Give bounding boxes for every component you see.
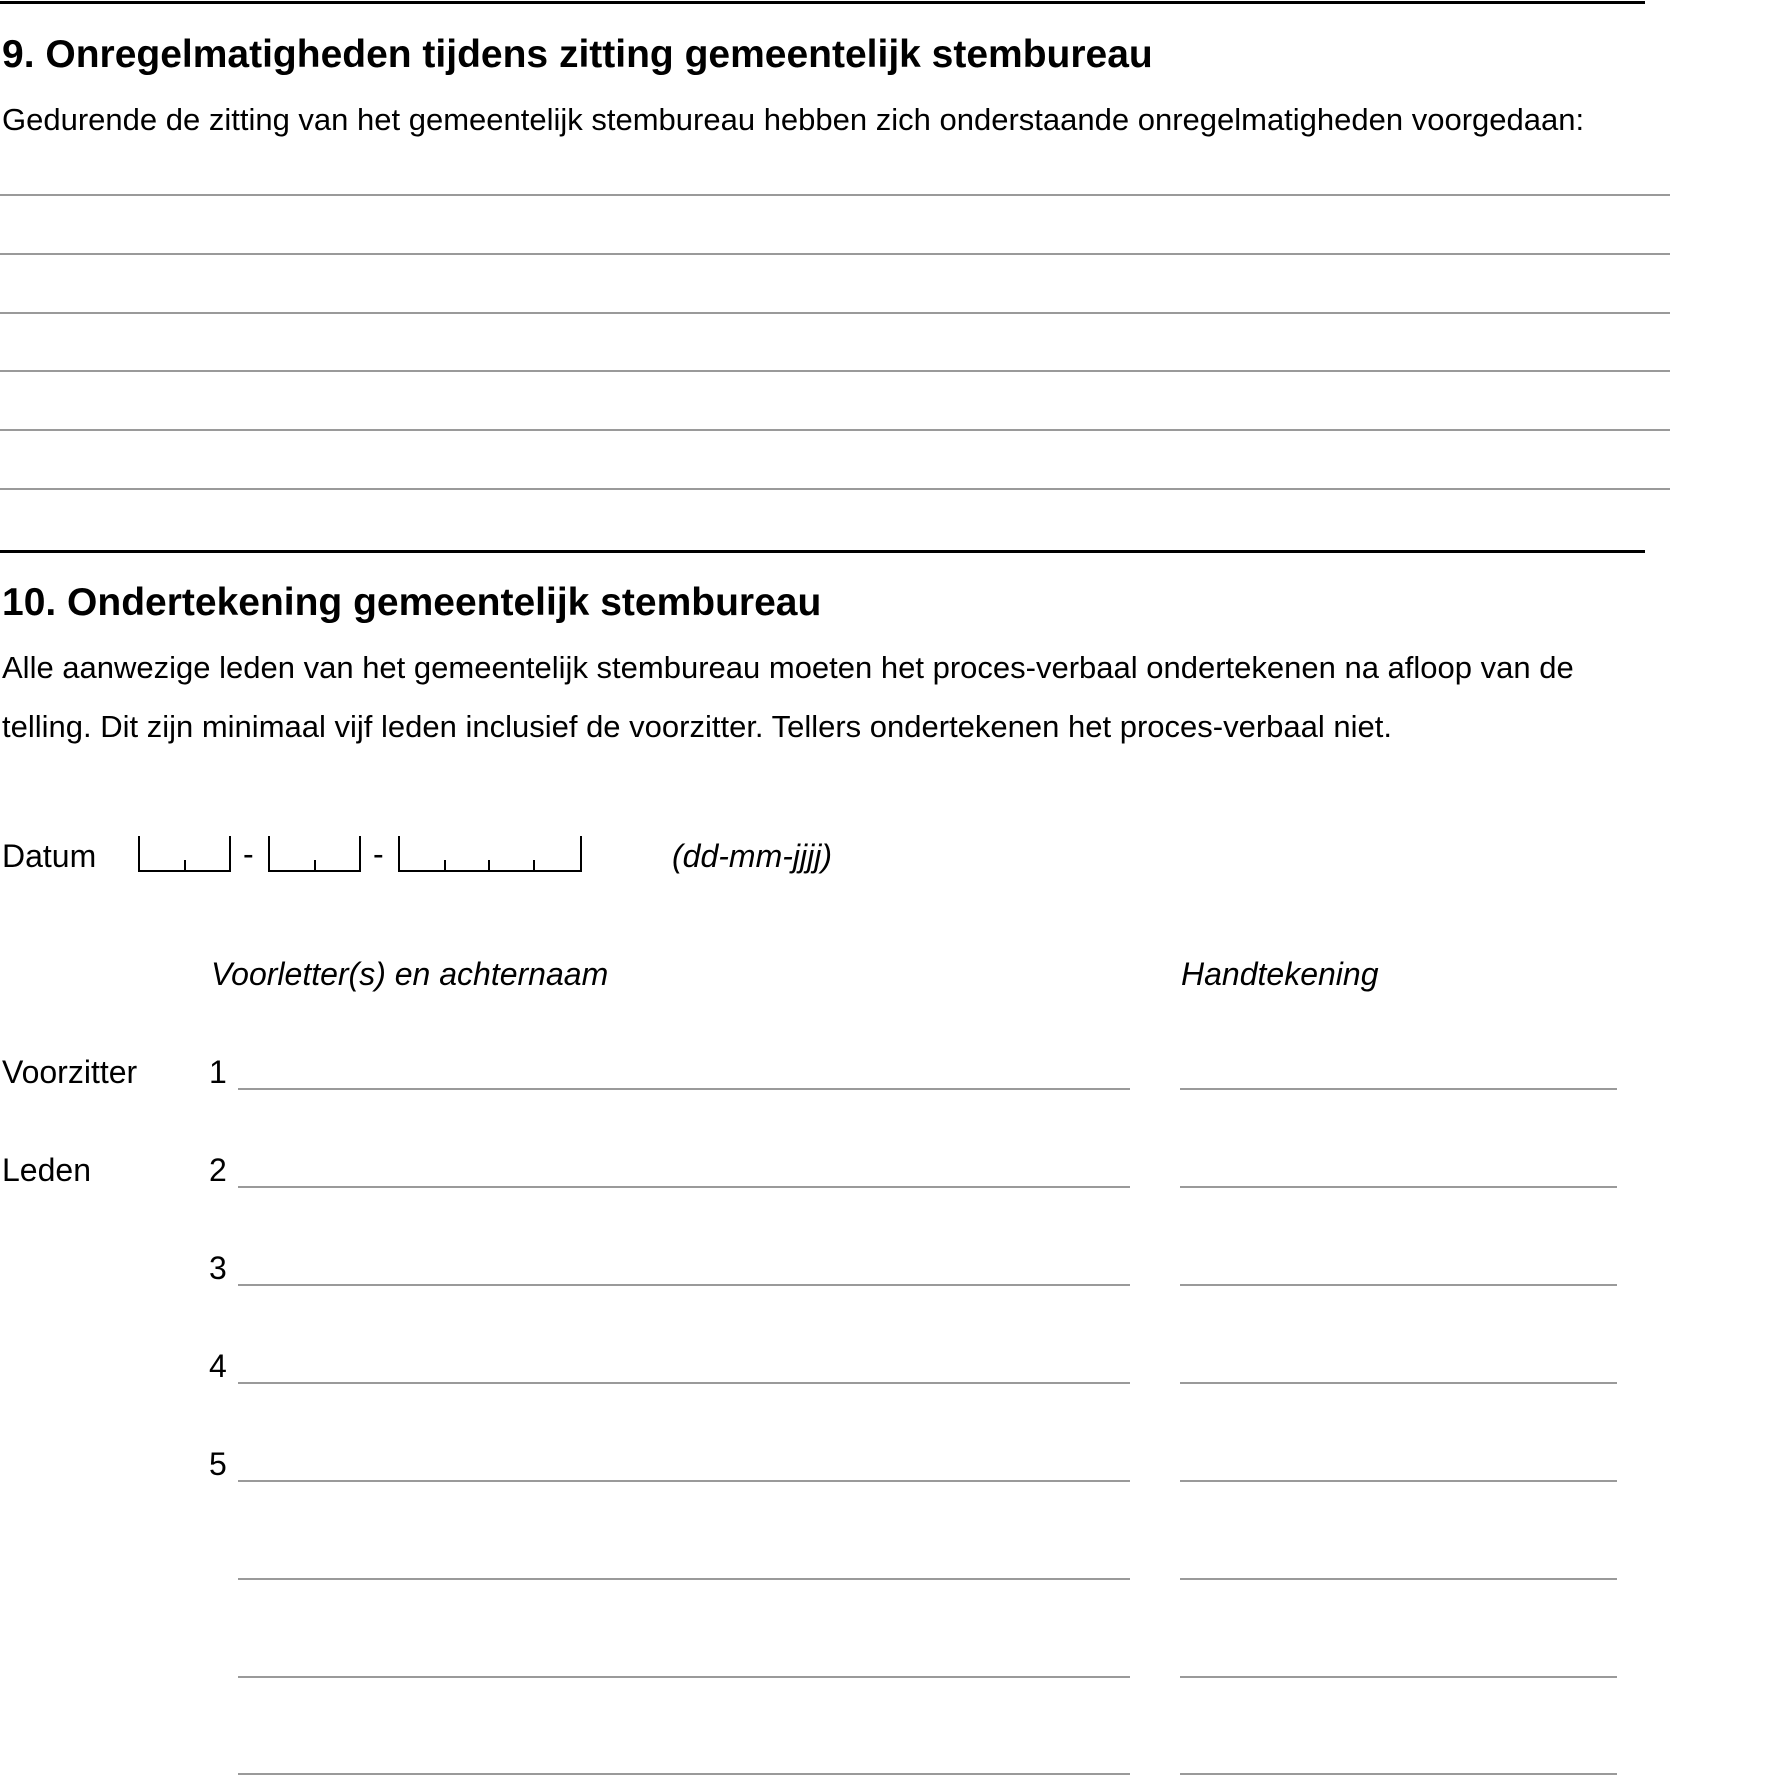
- date-separator-1: -: [243, 836, 254, 872]
- row-number-3: 3: [209, 1250, 227, 1286]
- date-separator-2: -: [373, 836, 384, 872]
- name-line-4[interactable]: [238, 1382, 1130, 1384]
- date-year-divider-2: [488, 860, 490, 870]
- chair-label: Voorzitter: [2, 1054, 138, 1090]
- signature-line-3[interactable]: [1180, 1284, 1617, 1286]
- name-column-header: Voorletter(s) en achternaam: [211, 956, 609, 992]
- row-number-1: 1: [209, 1054, 227, 1090]
- signature-line-4[interactable]: [1180, 1382, 1617, 1384]
- row-number-2: 2: [209, 1152, 227, 1188]
- name-line-extra-3[interactable]: [238, 1773, 1130, 1775]
- date-month-divider: [314, 860, 316, 870]
- signature-line-2[interactable]: [1180, 1186, 1617, 1188]
- signature-line-extra-3[interactable]: [1180, 1773, 1617, 1775]
- signature-line-extra-2[interactable]: [1180, 1676, 1617, 1678]
- name-line-2[interactable]: [238, 1186, 1130, 1188]
- name-line-extra-2[interactable]: [238, 1676, 1130, 1678]
- section-9-intro: Gedurende de zitting van het gemeentelijk stembureau hebben zich onderstaande onregelmatigheden voorgedaan:: [2, 102, 1585, 137]
- irregularity-line-1[interactable]: [0, 194, 1670, 196]
- date-year-divider-1: [444, 860, 446, 870]
- section-9-title: 9. Onregelmatigheden tijdens zitting gemeentelijk stembureau: [2, 33, 1153, 76]
- date-day-field[interactable]: [138, 836, 231, 872]
- signature-line-5[interactable]: [1180, 1480, 1617, 1482]
- name-line-3[interactable]: [238, 1284, 1130, 1286]
- row-number-5: 5: [209, 1446, 227, 1482]
- date-year-field[interactable]: [398, 836, 582, 872]
- date-month-field[interactable]: [268, 836, 361, 872]
- irregularity-line-5[interactable]: [0, 429, 1670, 431]
- signature-column-header: Handtekening: [1181, 956, 1379, 992]
- name-line-5[interactable]: [238, 1480, 1130, 1482]
- section-10-top-rule: [0, 550, 1645, 553]
- row-number-4: 4: [209, 1348, 227, 1384]
- date-year-divider-3: [533, 860, 535, 870]
- section-10-intro-line-2: telling. Dit zijn minimaal vijf leden inclusief de voorzitter. Tellers ondertekenen het proces-verbaal niet.: [2, 709, 1392, 744]
- name-line-extra-1[interactable]: [238, 1578, 1130, 1580]
- irregularity-line-6[interactable]: [0, 488, 1670, 490]
- section-10-title: 10. Ondertekening gemeentelijk stembureau: [2, 581, 822, 624]
- members-label: Leden: [2, 1152, 91, 1188]
- section-9-top-rule: [0, 1, 1645, 4]
- irregularity-line-2[interactable]: [0, 253, 1670, 255]
- signature-line-1[interactable]: [1180, 1088, 1617, 1090]
- date-day-divider: [184, 860, 186, 870]
- name-line-1[interactable]: [238, 1088, 1130, 1090]
- date-format-hint: (dd-mm-jjjj): [672, 838, 832, 874]
- irregularity-line-3[interactable]: [0, 312, 1670, 314]
- section-10-intro-line-1: Alle aanwezige leden van het gemeentelijk stembureau moeten het proces-verbaal ondertekenen na afloop van de: [2, 650, 1574, 685]
- date-label: Datum: [2, 838, 97, 874]
- signature-line-extra-1[interactable]: [1180, 1578, 1617, 1580]
- irregularity-line-4[interactable]: [0, 370, 1670, 372]
